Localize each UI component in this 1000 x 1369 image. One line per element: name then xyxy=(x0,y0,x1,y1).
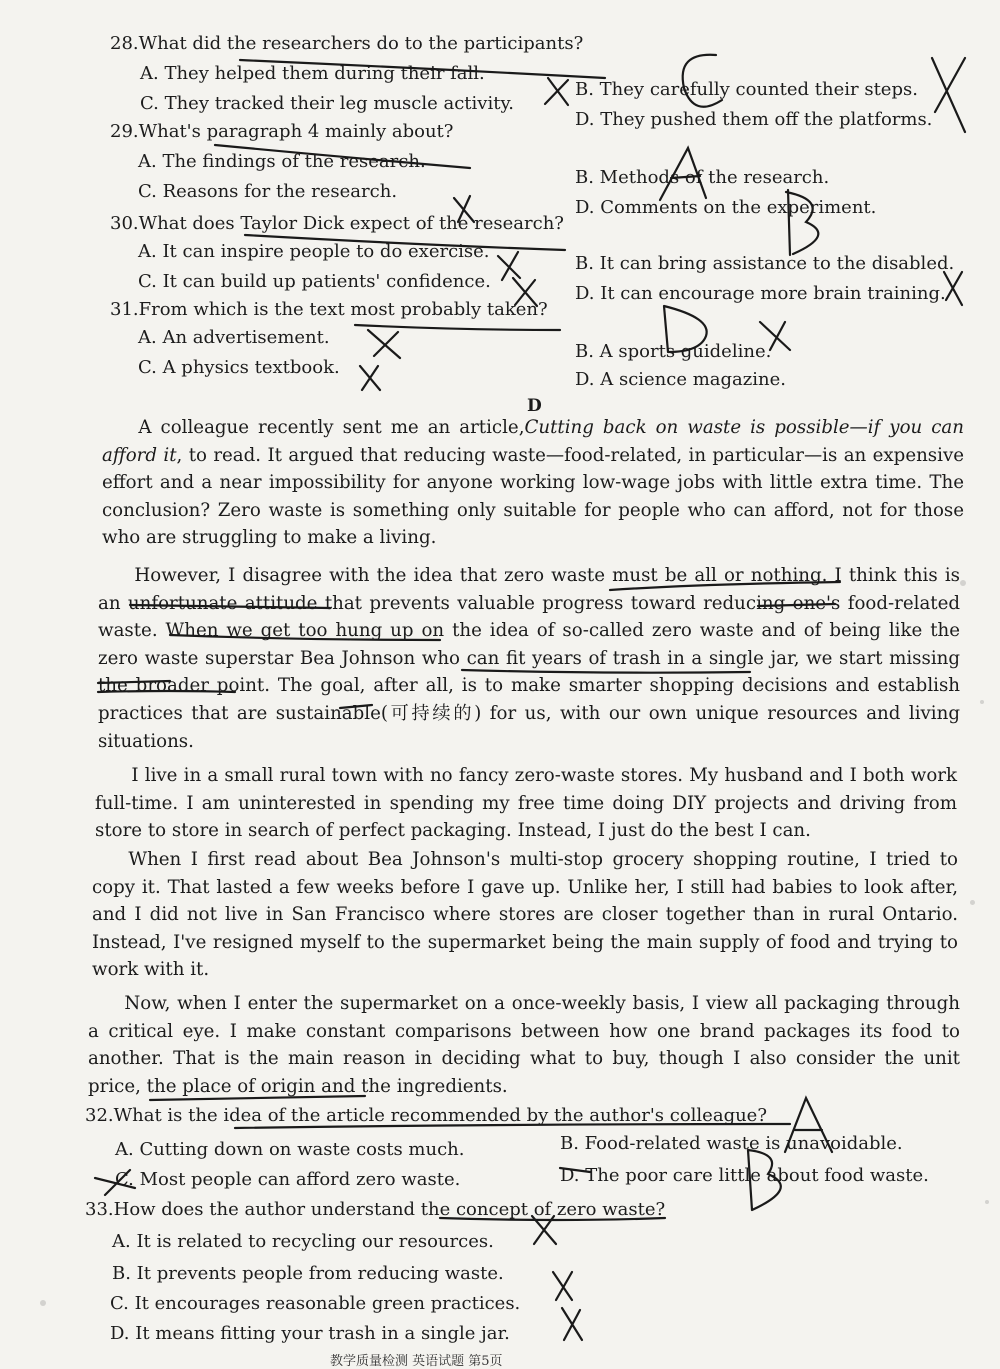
scan-speckle xyxy=(970,900,975,905)
p2-text: However, I disagree with the idea that zero waste must be all or nothing. I think this is an unfortunate attitude that prevents valuable progress toward reducing one's food-related waste. When we get too hung up on the idea of so-called zero waste and of being like the zero waste superstar Bea Johnson who can fit years of trash in a single jar, we start missing the broader point. The goal, after all, is to make smarter shopping decisions and establish practices that are sustainable(可持续的) for us, with our own unique resources and living situations. xyxy=(98,565,960,752)
q29-option-c: C. Reasons for the research. xyxy=(138,181,398,202)
q32-option-c: C. Most people can afford zero waste. xyxy=(115,1169,461,1190)
passage-paragraph-2 xyxy=(98,562,960,755)
q31-option-a: A. An advertisement. xyxy=(138,327,330,348)
question-30-stem: 30.What does Taylor Dick expect of the research? xyxy=(110,213,564,234)
q30-option-b: B. It can bring assistance to the disabled. xyxy=(575,253,955,274)
question-28-stem: 28.What did the researchers do to the participants? xyxy=(110,33,584,54)
cross-7 xyxy=(368,330,400,358)
question-32-stem: 32.What is the idea of the article recommended by the author's colleague? xyxy=(85,1105,767,1126)
cross-2 xyxy=(932,58,965,132)
q28-option-c: C. They tracked their leg muscle activity. xyxy=(140,93,514,114)
scan-speckle xyxy=(980,700,984,704)
section-label: D xyxy=(527,396,542,416)
scan-speckle xyxy=(960,580,966,586)
q31-option-c: C. A physics textbook. xyxy=(138,357,340,378)
q30-option-d: D. It can encourage more brain training. xyxy=(575,283,946,304)
q31-option-d: D. A science magazine. xyxy=(575,369,786,390)
q33-option-b: B. It prevents people from reducing waste. xyxy=(112,1263,504,1284)
cross-4 xyxy=(498,252,520,280)
passage-paragraph-5 xyxy=(88,990,960,1100)
passage-paragraph-3 xyxy=(95,762,957,845)
passage-paragraph-4 xyxy=(92,846,958,984)
p3-text: I live in a small rural town with no fancy zero-waste stores. My husband and I both work full-time. I am uninterested in spending my free time doing DIY projects and driving from store to store in search of perfect packaging. Instead, I just do the best I can. xyxy=(95,765,957,842)
q29-option-a: A. The findings of the research. xyxy=(138,151,426,172)
cross-8 xyxy=(360,366,380,390)
q32-option-a: A. Cutting down on waste costs much. xyxy=(115,1139,465,1160)
article-title: Cutting back on waste is possible—if you can afford it xyxy=(102,417,964,466)
q29-option-d: D. Comments on the experiment. xyxy=(575,197,877,218)
p1-start: A colleague recently sent me an article, xyxy=(138,417,525,438)
page-footer: 教学质量检测 英语试题 第5页 xyxy=(330,1354,503,1369)
q28-option-a: A. They helped them during their fall. xyxy=(140,63,485,84)
cross-12 xyxy=(562,1308,582,1340)
p5-text: Now, when I enter the supermarket on a once-weekly basis, I view all packaging through a critical eye. I make constant comparisons between how one brand packages its food to another. That is the main reason in deciding what to buy, though I also consider the unit price, the place of origin and the ingredients. xyxy=(88,993,960,1097)
q32-option-b: B. Food-related waste is unavoidable. xyxy=(560,1133,903,1154)
q30-option-c: C. It can build up patients' confidence. xyxy=(138,271,491,292)
question-31-stem: 31.From which is the text most probably taken? xyxy=(110,299,548,320)
p4-text: When I first read about Bea Johnson's multi-stop grocery shopping routine, I tried to copy it. That lasted a few weeks before I gave up. Unlike her, I still had babies to look after, and I did not live in San Francisco where stores are closer together than in rural Ontario. Instead, I've resigned myself to the supermarket being the main supply of food and trying to work with it. xyxy=(92,849,958,981)
cross-1 xyxy=(545,78,568,105)
q33-option-a: A. It is related to recycling our resources. xyxy=(112,1231,494,1252)
cross-6 xyxy=(944,272,962,305)
scan-speckle xyxy=(985,1200,989,1204)
q29-option-b: B. Methods of the research. xyxy=(575,167,830,188)
q33-option-c: C. It encourages reasonable green practices. xyxy=(110,1293,521,1314)
passage-paragraph-1 xyxy=(102,414,964,552)
scan-speckle xyxy=(40,1300,46,1306)
q30-option-a: A. It can inspire people to do exercise. xyxy=(138,241,490,262)
q28-option-b: B. They carefully counted their steps. xyxy=(575,79,918,100)
p1-rest: , to read. It argued that reducing waste—food-related, in particular—is an expensive effort and a near impossibility for anyone working low-wage jobs with little extra time. The conclusion? Zero waste is something only suitable for people who can afford, not for those who are struggling to make a living. xyxy=(102,444,964,549)
q33-option-d: D. It means fitting your trash in a single jar. xyxy=(110,1323,510,1344)
q28-option-d: D. They pushed them off the platforms. xyxy=(575,109,933,130)
q31-option-b: B. A sports guideline. xyxy=(575,341,772,362)
question-29-stem: 29.What's paragraph 4 mainly about? xyxy=(110,121,454,142)
q32-option-d: D. The poor care little about food waste. xyxy=(560,1165,929,1186)
underline-q31 xyxy=(355,325,560,330)
cross-11 xyxy=(553,1272,572,1300)
question-33-stem: 33.How does the author understand the concept of zero waste? xyxy=(85,1199,666,1220)
